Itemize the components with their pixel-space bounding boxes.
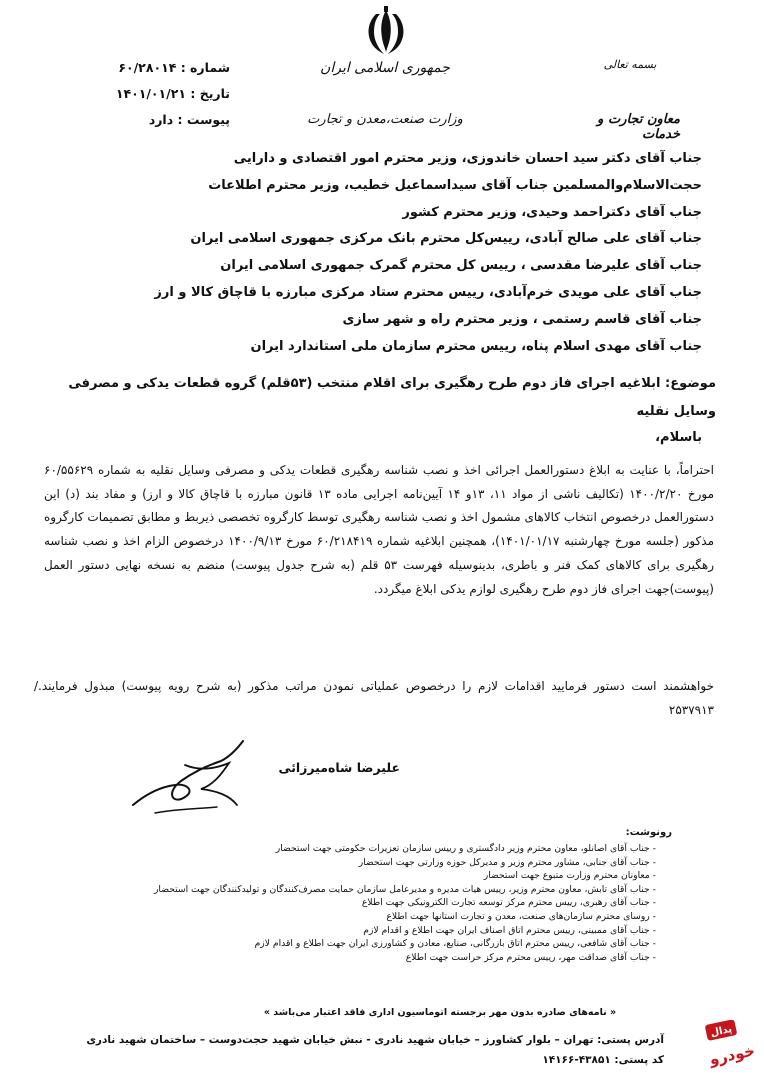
recipient-line: حجت‌الاسلام‌والمسلمین جناب آقای سیداسماعیل خطیب، وزیر محترم اطلاعات [208,177,702,193]
closing-paragraph: خواهشمند است دستور فرمایید اقدامات لازم را درخصوص عملیاتی نمودن مراتب مذکور (به شرح رویه پیوست) مبذول فرمایند./ ۲۵۳۷۹۱۳ [34,679,714,717]
date-value: ۱۴۰۱/۰۱/۲۱ [115,86,186,101]
cc-item: - جناب آقای رهبری، رییس محترم مرکز توسعه تجارت الکترونیکی جهت اطلاع [76,896,656,910]
cc-item: - جناب آقای ممبینی، رییس محترم اتاق اصناف ایران جهت اطلاع و اقدام لازم [76,924,656,938]
cc-item: - جناب آقای صداقت مهر، رییس محترم مرکز حراست جهت اطلاع [76,951,656,965]
signer-name: علیرضا شاه‌میرزائی [278,760,400,775]
recipient-line: جناب آقای علیرضا مقدسی ، رییس کل محترم گمرک جمهوری اسلامی ایران [220,258,702,274]
number-value: ۶۰/۲۸۰۱۴ [118,60,177,75]
recipients-list [62,146,702,360]
body-text: احتراماً، با عنایت به ابلاغ دستورالعمل اجرائی اخذ و نصب شناسه رهگیری قطعات یدکی و مصرفی وسایل نقلیه به شماره ۶۰/۵۵۶۲۹ مورخ ۱۴۰۰/۲/۲۰ (تکالیف ناشی از مواد ۱۱، ۱۳و ۱۴ آیین‌نامه اجرایی ماده ۱۳ قانون مبارزه با قاچاق کالا و ارز) و مفاد بند (د) این دستورالعمل درخصوص انتخاب کالاهای مشمول اخذ و نصب شناسه رهگیری توسط کارگروه تخصصی ذیربط و مطابق تصمیمات کارگروه مذکور (جلسه مورخ چهارشنبه ۱۴۰۱/۰۱/۱۷)، همچنین ابلاغیه شماره ۶۰/۲۱۸۴۱۹ مورخ ۱۴۰۰/۹/۱۳ درخصوص الزام اخذ و نصب شناسه رهگیری برای کالاهای کمک فنر و باطری، بدینوسیله فهرست ۵۳ قلم (به شرح جدول پیوست) منضم به نسخه نهایی دستور العمل (پیوست)جهت اجرای فاز دوم طرح رهگیری لوازم یدکی ابلاغ میگردد. [44,463,715,596]
cc-item: - روسای محترم سازمان‌های صنعت، معدن و تجارت استانها جهت اطلاع [76,910,656,924]
body-paragraph [44,459,714,601]
letter-number [70,60,230,75]
attachment-label: پیوست : [177,112,230,127]
cc-title: رونوشت: [625,827,672,838]
recipient-line: جناب آقای علی صالح آبادی، رییس‌کل محترم بانک مرکزی جمهوری اسلامی ایران [190,231,702,247]
brand-line1: پدال [709,1023,734,1040]
date-label: تاریخ : [190,86,230,101]
postal-code: کد پستی: ۴۳۸۵۱-۱۴۱۶۶ [542,1054,664,1066]
ministry-name: وزارت صنعت،معدن و تجارت [307,112,463,127]
recipient-line: جناب آقای دکتر سید احسان خاندوزی، وزیر محترم امور اقتصادی و دارایی [233,151,702,166]
recipient-line: جناب آقای علی مویدی خرم‌آبادی، رییس محترم ستاد مرکزی مبارزه با قاچاق کالا و ارز [154,284,702,300]
attachment-value: دارد [148,112,174,127]
postal-address: آدرس پستی: تهران – بلوار کشاورز – خیابان شهید نادری - نبش خیابان شهید حجت‌دوست – ساختمان شهید نادری [86,1034,664,1046]
pedal-khodro-logo-icon [700,1020,760,1072]
number-label: شماره : [180,60,230,75]
recipient-line: جناب آقای مهدی اسلام پناه، رییس محترم سازمان ملی استاندارد ایران [250,338,702,354]
letter-date [70,86,230,101]
stamp-note: « نامه‌های صادره بدون مهر برجسته اتوماسیون اداری فاقد اعتبار می‌باشد » [263,1007,617,1018]
cc-item: - جناب آقای جنابی، مشاور محترم وزیر و مدیرکل حوزه وزارتی جهت استحضار [76,856,656,870]
iran-emblem-icon [358,4,414,60]
cc-item: - جناب آقای تابش، معاون محترم وزیر، رییس هیات مدیره و مدیرعامل سازمان حمایت مصرف‌کنندگان و تولیدکنندگان جهت استحضار [76,883,656,897]
letter-attachment [70,112,230,127]
recipient-line: جناب آقای قاسم رستمی ، وزیر محترم راه و شهر سازی [342,311,702,327]
cc-item: - جناب آقای اصانلو، معاون محترم وزیر دادگستری و رییس سازمان تعزیرات حکومتی جهت استحضار [76,842,656,856]
footer-address [44,1030,664,1070]
cc-list [76,842,656,964]
subject-line: موضوع: ابلاغیه اجرای فاز دوم طرح رهگیری برای اقلام منتخب (۵۳قلم) گروه قطعات یدکی و مصرفی وسایل نقلیه [68,376,716,419]
cc-item: - معاونان محترم وزارت متبوع جهت استحضار [76,869,656,883]
cc-item: - جناب آقای شافعی، رییس محترم اتاق بازرگانی، صنایع، معادن و کشاورزی ایران جهت اطلاع و اقدام لازم [76,937,656,951]
recipient-line: جناب آقای دکتراحمد وحیدی، وزیر محترم کشور [402,204,702,220]
brand-line2: خودرو [707,1041,757,1069]
government-name: جمهوری اسلامی ایران [320,60,450,76]
deputy-title: معاون تجارت و خدمات [597,112,680,142]
handwritten-signature-icon [125,735,260,820]
basmala: بسمه تعالی [603,58,657,71]
greeting: باسلام، [655,430,702,445]
